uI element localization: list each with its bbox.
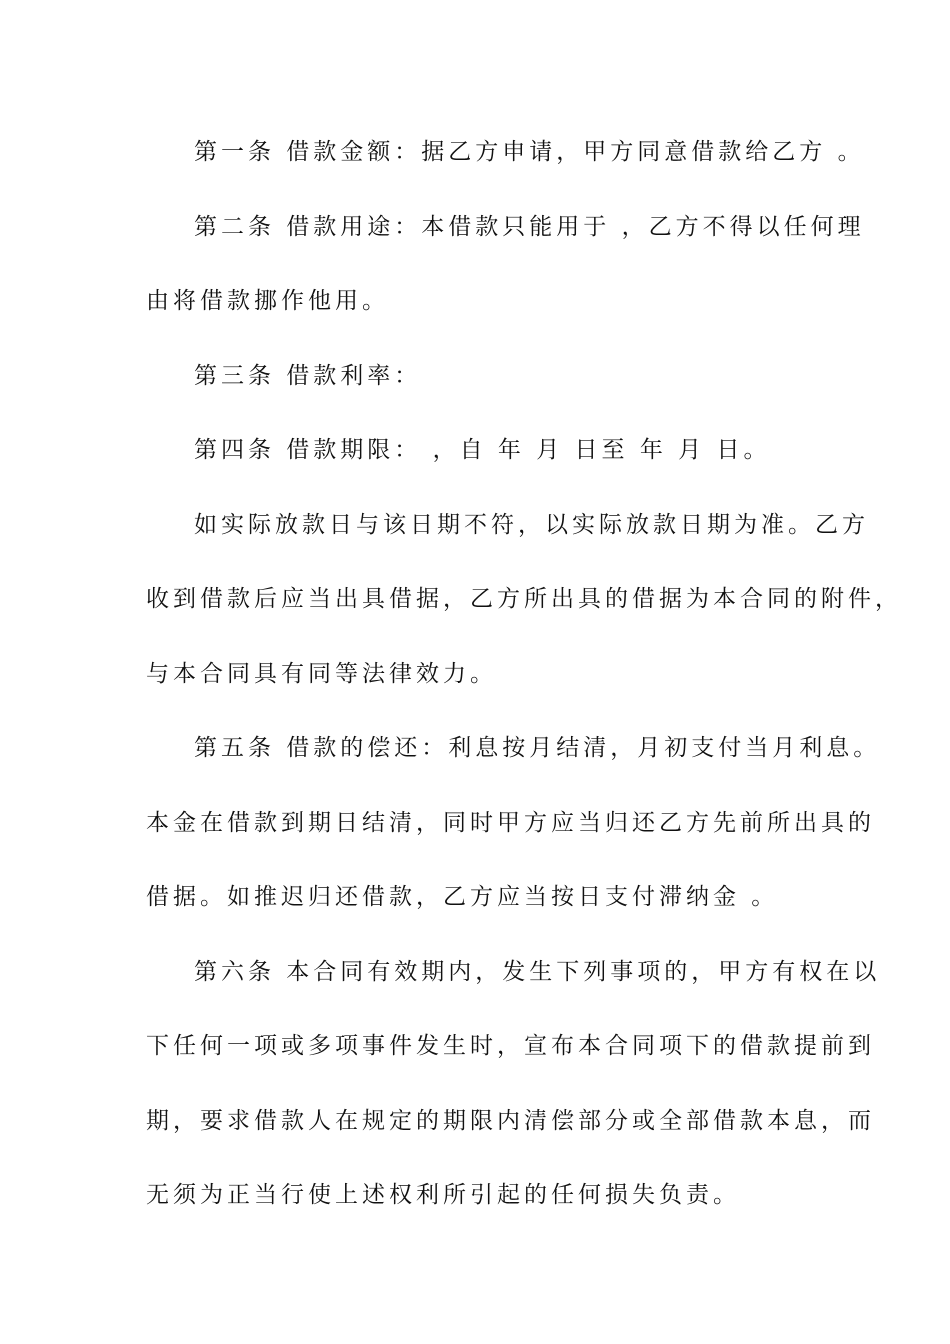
article-4-paragraph-continuation: 收到借款后应当出具借据，乙方所出具的借据为本合同的附件， (146, 586, 902, 612)
article-6-continuation: 下任何一项或多项事件发生时，宣布本合同项下的借款提前到 (146, 1033, 875, 1059)
article-4-paragraph-continuation: 与本合同具有同等法律效力。 (146, 660, 497, 687)
article-5-continuation: 借据。如推迟归还借款，乙方应当按日支付滞纳金 。 (146, 884, 779, 910)
article-3-line: 第三条 借款利率： (194, 362, 422, 389)
article-6-line: 第六条 本合同有效期内，发生下列事项的，甲方有权在以 (194, 958, 881, 985)
article-5-continuation: 本金在借款到期日结清，同时甲方应当归还乙方先前所出具的 (146, 809, 875, 836)
article-6-continuation: 无须为正当行使上述权利所引起的任何损失负责。 (146, 1182, 740, 1208)
article-2-continuation: 由将借款挪作他用。 (146, 288, 389, 314)
article-1-line: 第一条 借款金额：据乙方申请，甲方同意借款给乙方 。 (194, 139, 865, 165)
article-4-line: 第四条 借款期限： ，自 年 月 日至 年 月 日。 (194, 437, 771, 463)
article-5-line: 第五条 借款的偿还：利息按月结清，月初支付当月利息。 (194, 735, 881, 761)
document-body (146, 127, 902, 1245)
article-2-line: 第二条 借款用途：本借款只能用于 ，乙方不得以任何理 (194, 213, 865, 240)
article-6-continuation: 期，要求借款人在规定的期限内清偿部分或全部借款本息，而 (146, 1107, 875, 1134)
article-4-paragraph-line: 如实际放款日与该日期不符，以实际放款日期为准。乙方 (194, 511, 869, 538)
